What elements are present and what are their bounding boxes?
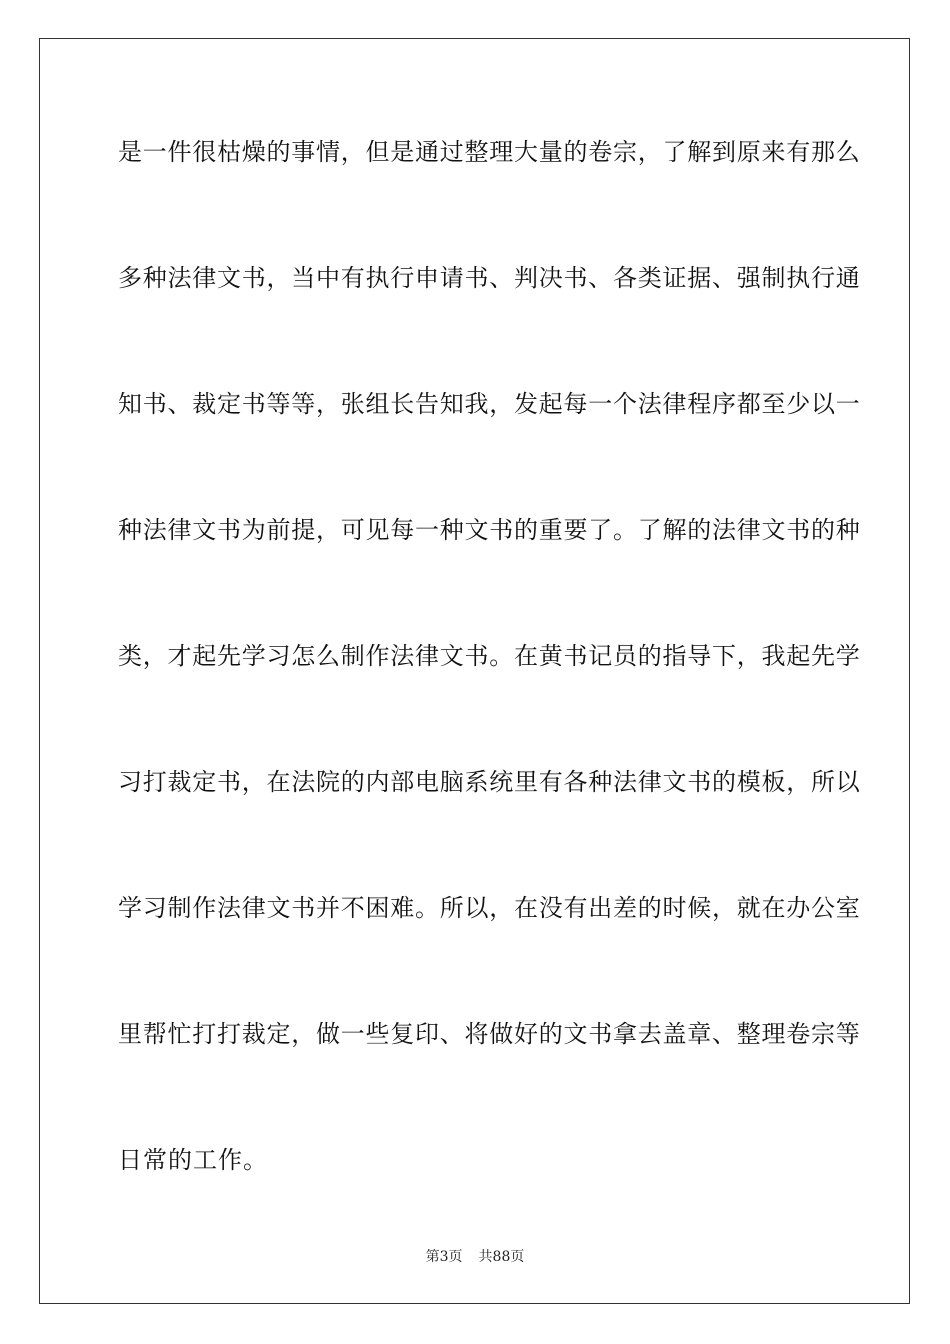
text-line: 学习制作法律文书并不困难。所以，在没有出差的时候，就在办公室 <box>118 894 861 922</box>
text-line: 知书、裁定书等等，张组长告知我，发起每一个法律程序都至少以一 <box>118 390 861 418</box>
text-line: 习打裁定书，在法院的内部电脑系统里有各种法律文书的模板，所以 <box>118 768 861 796</box>
text-line: 里帮忙打打裁定，做一些复印、将做好的文书拿去盖章、整理卷宗等 <box>118 1020 861 1048</box>
body-text <box>118 128 861 1262</box>
page-total: 共88页 <box>478 1249 525 1265</box>
text-line: 多种法律文书，当中有执行申请书、判决书、各类证据、强制执行通 <box>118 264 861 292</box>
page-footer <box>0 1248 950 1266</box>
text-line: 类，才起先学习怎么制作法律文书。在黄书记员的指导下，我起先学 <box>118 642 861 670</box>
text-line: 是一件很枯燥的事情，但是通过整理大量的卷宗，了解到原来有那么 <box>118 138 861 166</box>
text-line: 日常的工作。 <box>118 1146 268 1174</box>
page-number: 第3页 <box>425 1249 463 1265</box>
text-line: 种法律文书为前提，可见每一种文书的重要了。了解的法律文书的种 <box>118 516 861 544</box>
